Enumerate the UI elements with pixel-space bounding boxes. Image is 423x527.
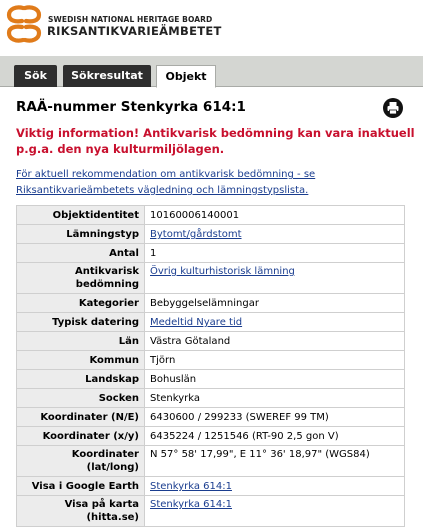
org-name-swedish: RIKSANTIKVARIEÄMBETET bbox=[47, 24, 222, 38]
table-row bbox=[17, 389, 405, 408]
table-row bbox=[17, 244, 405, 263]
datering-link[interactable]: Medeltid Nyare tid bbox=[150, 317, 243, 328]
header bbox=[0, 0, 423, 50]
page-title: RAÄ-nummer Stenkyrka 614:1 bbox=[16, 99, 246, 115]
table-row bbox=[17, 225, 405, 244]
row-label: Visa i Google Earth bbox=[17, 477, 145, 496]
row-label: Landskap bbox=[17, 370, 145, 389]
table-row bbox=[17, 370, 405, 389]
table-row bbox=[17, 446, 405, 477]
table-row bbox=[17, 263, 405, 294]
row-label: Objektidentitet bbox=[17, 206, 145, 225]
row-label: Socken bbox=[17, 389, 145, 408]
google-earth-link[interactable]: Stenkyrka 614:1 bbox=[150, 481, 232, 492]
row-label: Koordinater (x/y) bbox=[17, 427, 145, 446]
org-name-english: SWEDISH NATIONAL HERITAGE BOARD bbox=[48, 15, 213, 24]
row-label: Typisk datering bbox=[17, 313, 145, 332]
row-value: Tjörn bbox=[145, 351, 405, 370]
row-value: Stenkyrka bbox=[145, 389, 405, 408]
row-value: 6430600 / 299233 (SWEREF 99 TM) bbox=[145, 408, 405, 427]
table-row bbox=[17, 294, 405, 313]
row-label: Koordinater (lat/long) bbox=[17, 446, 145, 477]
row-label: Lämningstyp bbox=[17, 225, 145, 244]
printer-icon bbox=[383, 98, 403, 118]
tab-sok[interactable]: Sök bbox=[14, 65, 57, 87]
row-value-cell bbox=[145, 313, 405, 332]
row-value: 10160006140001 bbox=[145, 206, 405, 225]
row-label: Län bbox=[17, 332, 145, 351]
bedomning-link[interactable]: Övrig kulturhistorisk lämning bbox=[150, 266, 295, 277]
table-row bbox=[17, 332, 405, 351]
row-value: Bohuslän bbox=[145, 370, 405, 389]
table-row bbox=[17, 351, 405, 370]
row-value: 1 bbox=[145, 244, 405, 263]
table-row bbox=[17, 206, 405, 225]
row-value: Västra Götaland bbox=[145, 332, 405, 351]
row-value-cell bbox=[145, 477, 405, 496]
tab-bar bbox=[0, 56, 423, 87]
row-value: 6435224 / 1251546 (RT-90 2,5 gon V) bbox=[145, 427, 405, 446]
table-row bbox=[17, 496, 405, 527]
row-label: Antikvarisk bedömning bbox=[17, 263, 145, 294]
row-value-cell bbox=[145, 263, 405, 294]
guidance-link[interactable]: För aktuell rekommendation om antikvarisk bedömning - se Riksantikvarieämbetets vägledning och lämningstypslista. bbox=[16, 169, 316, 196]
row-label: Visa på karta (hitta.se) bbox=[17, 496, 145, 527]
warning-message: Viktig information! Antikvarisk bedömning kan vara inaktuell p.g.a. den nya kulturmiljölagen. bbox=[16, 126, 415, 156]
object-panel bbox=[0, 88, 423, 523]
lamningstyp-link[interactable]: Bytomt/gårdstomt bbox=[150, 229, 242, 240]
row-value: N 57° 58' 17,99", E 11° 36' 18,97" (WGS84) bbox=[145, 446, 405, 477]
hitta-map-link[interactable]: Stenkyrka 614:1 bbox=[150, 499, 232, 510]
row-label: Kommun bbox=[17, 351, 145, 370]
table-row bbox=[17, 427, 405, 446]
row-value-cell bbox=[145, 225, 405, 244]
object-details-table bbox=[16, 205, 405, 527]
table-row bbox=[17, 313, 405, 332]
raa-logo-icon bbox=[4, 4, 44, 44]
tab-objekt[interactable]: Objekt bbox=[156, 65, 216, 88]
table-row bbox=[17, 408, 405, 427]
row-value-cell bbox=[145, 496, 405, 527]
row-value: Bebyggelselämningar bbox=[145, 294, 405, 313]
table-row bbox=[17, 477, 405, 496]
row-label: Kategorier bbox=[17, 294, 145, 313]
tab-sokresultat[interactable]: Sökresultat bbox=[63, 65, 151, 87]
row-label: Koordinater (N/E) bbox=[17, 408, 145, 427]
print-button[interactable] bbox=[383, 98, 403, 118]
row-label: Antal bbox=[17, 244, 145, 263]
